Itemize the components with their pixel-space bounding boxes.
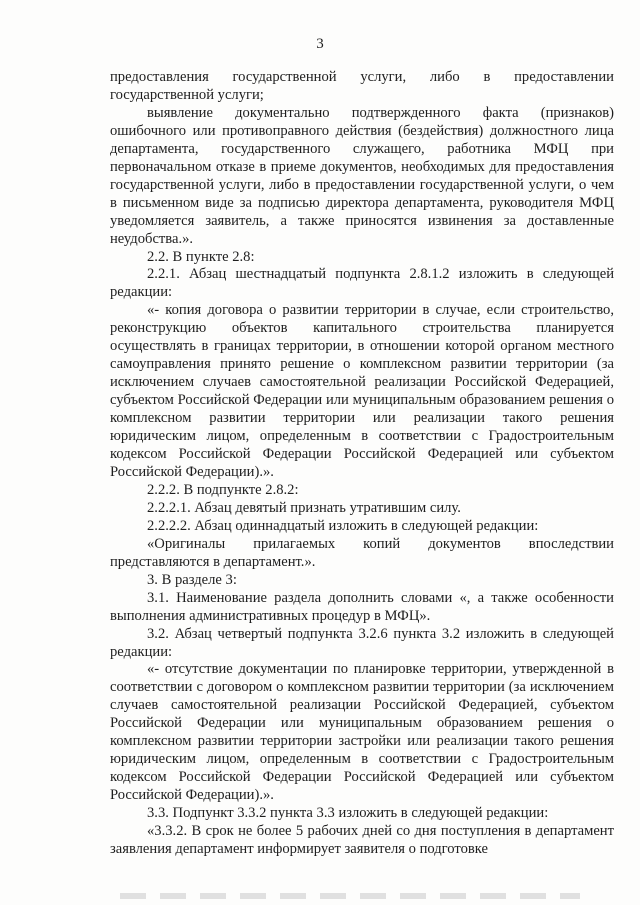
paragraph-14: 3.3. Подпункт 3.3.2 пункта 3.3 изложить в следующей редакции:: [147, 805, 549, 822]
page-number: 3: [316, 36, 324, 52]
paragraph-12: 3.2. Абзац четвертый подпункта 3.2.6 пункта 3.2 изложить в следующей редакции:: [110, 625, 614, 660]
paragraph-5: «- копия договора о развитии территории в случае, если строительство, реконструкцию объектов капитального строительства планируется осуществлять в границах территории, в отношении которой органом местного самоуправления принято решение о комплексном развитии территории (за исключением случаев самостоятельной реализации Российской Федерацией, субъектом Российской Федерации или муниципальным образованием решения о комплексном развитии территории или реализации такого решения юридическим лицом, определенным в соответствии с Градостроительным кодексом Российской Федерации Российской Федерацией или субъектом Российской Федерации).».: [110, 302, 614, 480]
document-body: [110, 69, 614, 859]
paragraph-2: выявление документально подтвержденного факта (признаков) ошибочного или противоправного действия (бездействия) должностного лица департамента, государственного служащего, работника МФЦ при первоначальном отказе в приеме документов, необходимых для предоставления государственной услуги, либо в предоставлении государственной услуги, о чем в письменном виде за подписью директора департамента, руководителя МФЦ уведомляется заявитель, а также приносятся извинения за доставленные неудобства.».: [110, 104, 614, 247]
paragraph-11: 3.1. Наименование раздела дополнить словами «, а также особенности выполнения административных процедур в МФЦ».: [110, 589, 614, 624]
paragraph-8: 2.2.2.2. Абзац одиннадцатый изложить в следующей редакции:: [147, 517, 539, 534]
paragraph-4: 2.2.1. Абзац шестнадцатый подпункта 2.8.1.2 изложить в следующей редакции:: [110, 266, 614, 301]
paragraph-15: «3.3.2. В срок не более 5 рабочих дней со дня поступления в департамент заявления департамент информирует заявителя о подготовке: [110, 823, 614, 857]
paragraph-13: «- отсутствие документации по планировке территории, утвержденной в соответствии с договором о комплексном развитии территории (за исключением случаев самостоятельной реализации Российской Федерацией, субъектом Российской Федерации или муниципальным образованием решения о комплексном развитии территории застройки или реализации такого решения юридическим лицом, определенным в соответствии с Градостроительным кодексом Российской Федерации Российской Федерацией или субъектом Российской Федерации).».: [110, 661, 614, 804]
scan-footer-artifact: [120, 893, 580, 899]
paragraph-10: 3. В разделе 3:: [147, 571, 237, 588]
paragraph-6: 2.2.2. В подпункте 2.8.2:: [147, 481, 299, 498]
paragraph-9: «Оригиналы прилагаемых копий документов впоследствии представляются в департамент.».: [110, 535, 614, 570]
paragraph-7: 2.2.2.1. Абзац девятый признать утратившим силу.: [147, 499, 461, 516]
paragraph-1: предоставления государственной услуги, либо в предоставлении государственной услуги;: [110, 69, 614, 103]
paragraph-3: 2.2. В пункте 2.8:: [147, 248, 255, 265]
